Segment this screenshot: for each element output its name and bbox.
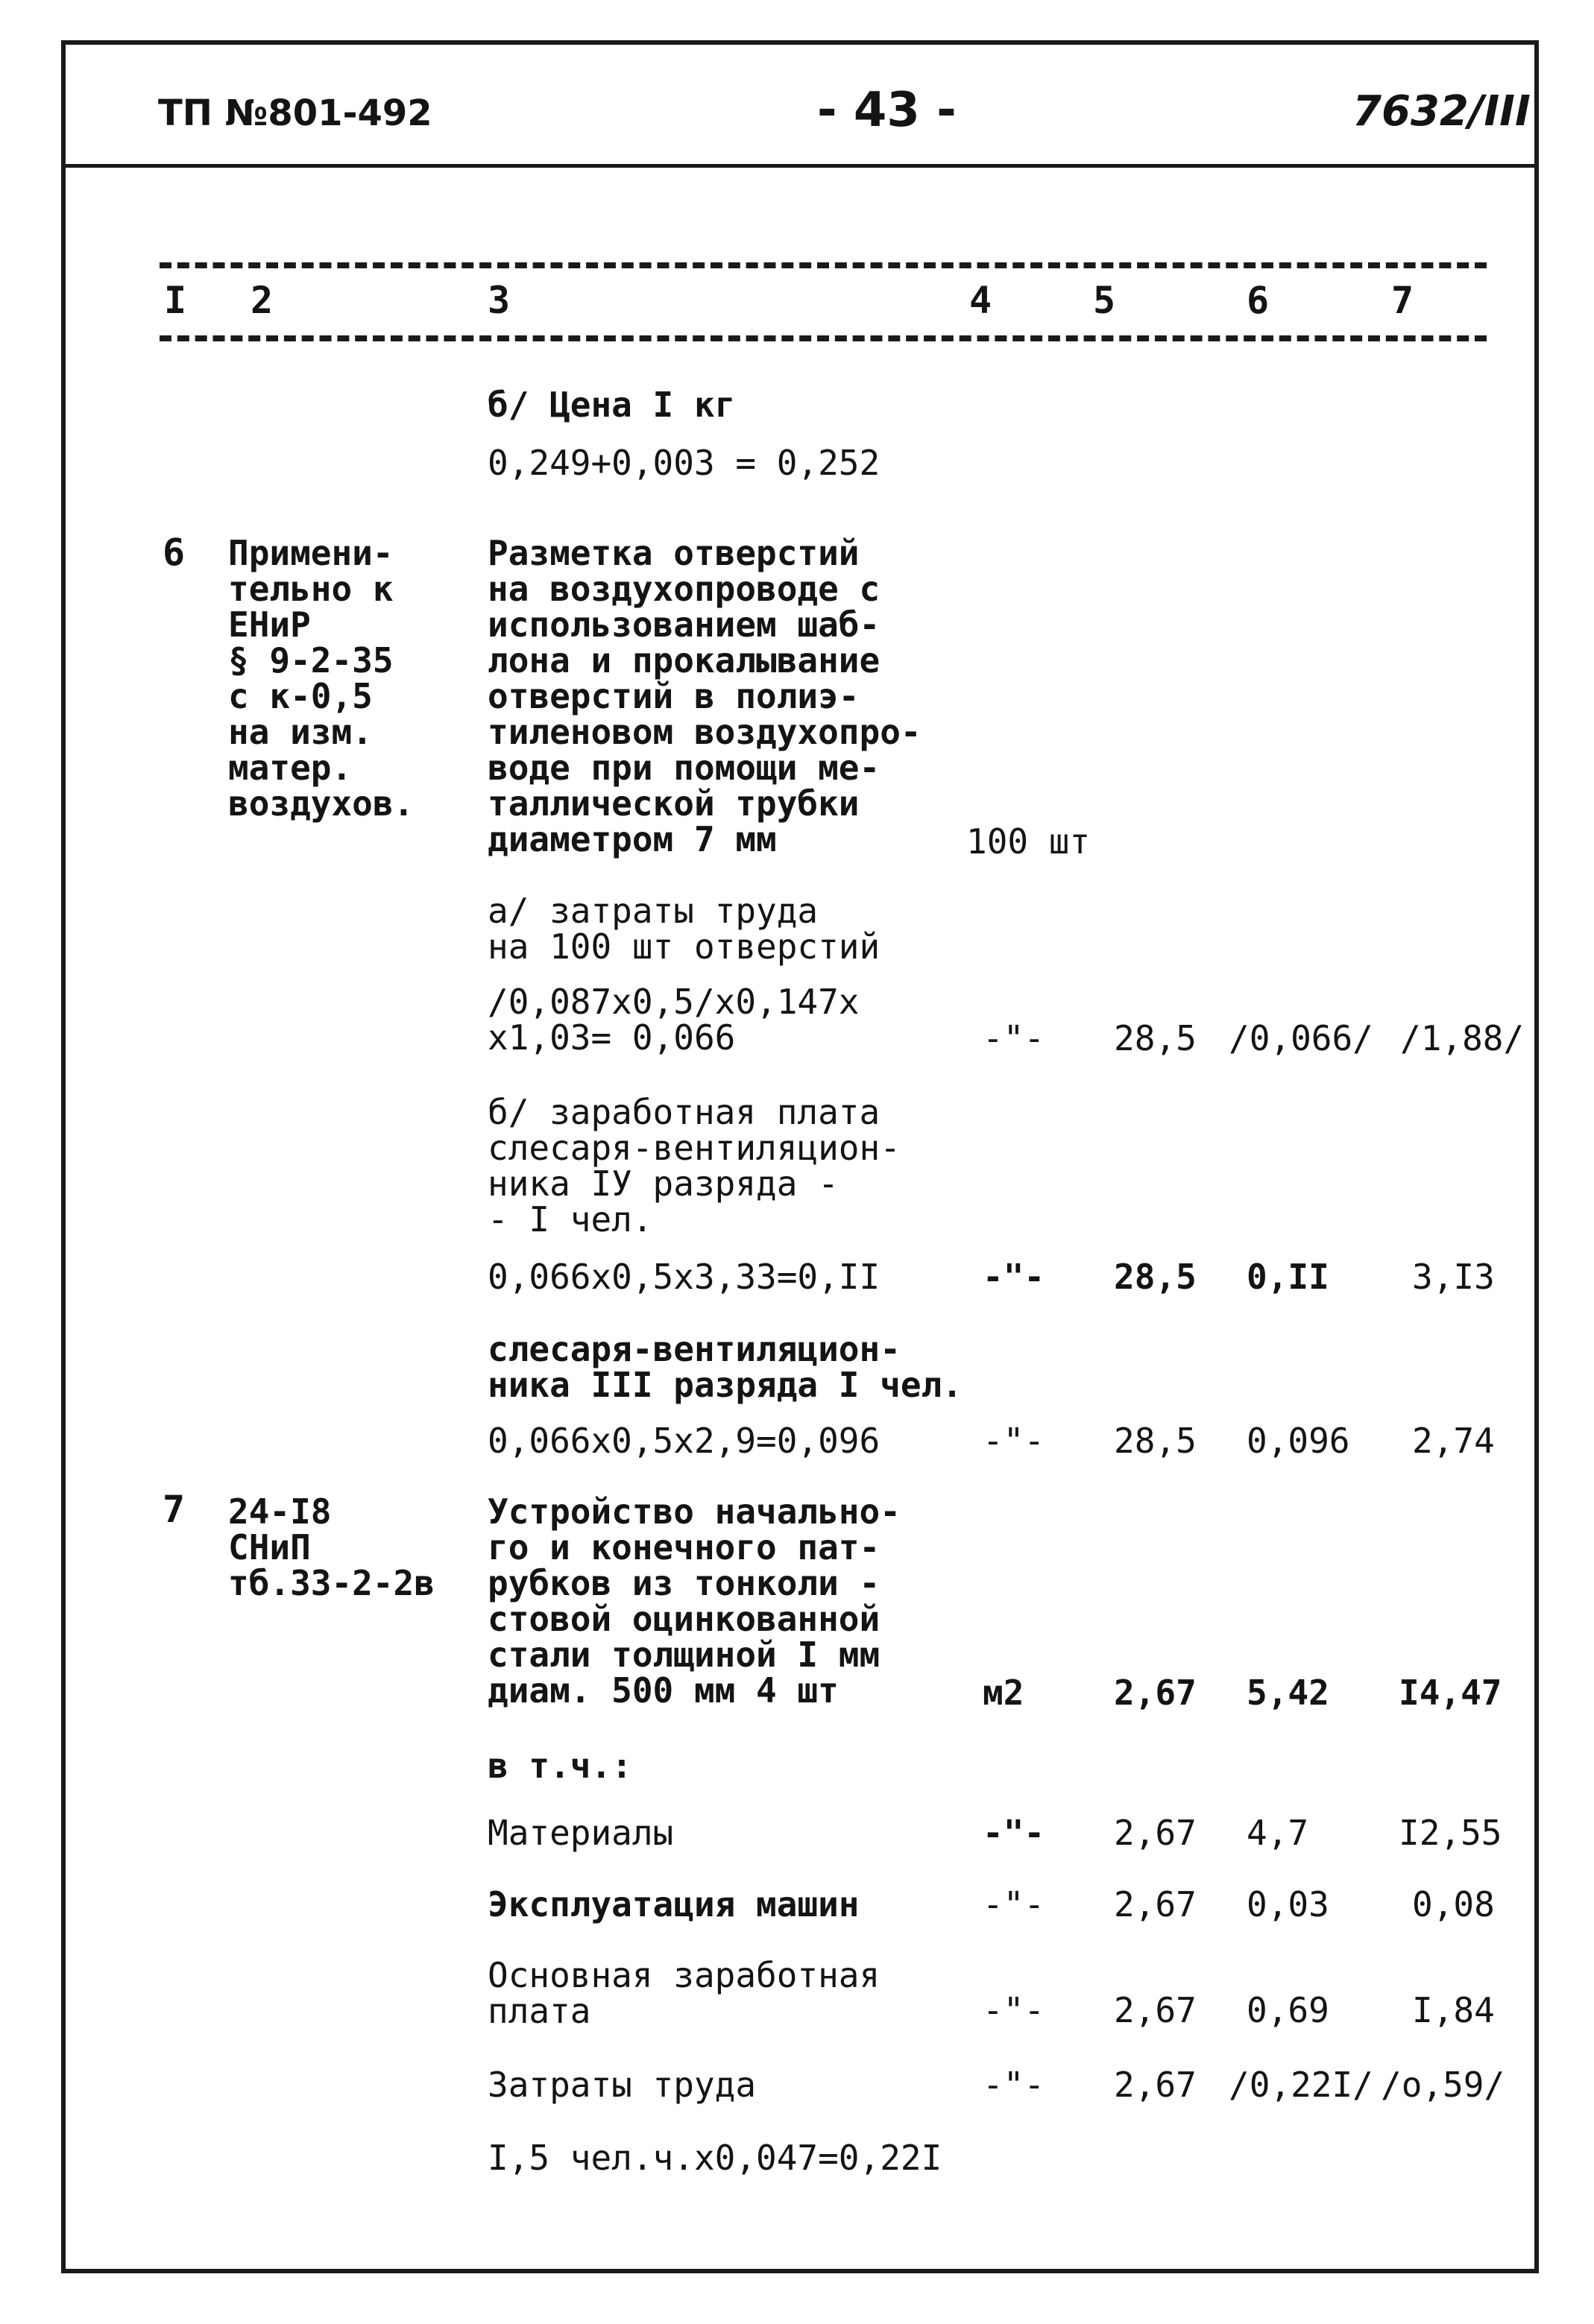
item-6-description: Разметка отверстий на воздухопроводе с использованием шаб- лона и прокалывание отверстий в полиэ- тиленовом воздухопро- воде при помощи ме- таллической трубки диаметром 7 мм — [488, 533, 922, 859]
item-6-labor-price: /0,066/ — [1229, 1018, 1373, 1058]
item-6-labor-title: а/ затраты труда на 100 шт отверстий — [488, 891, 881, 967]
item-7-wage-qty: 2,67 — [1114, 1990, 1197, 2030]
item-7-number: 7 — [163, 1488, 186, 1531]
item-6-wage1-unit: -"- — [983, 1257, 1045, 1297]
sheet-reference: 7632/III — [1352, 87, 1531, 136]
item-6-wage2-unit: -"- — [983, 1421, 1045, 1461]
item-7-labor-price: /0,22I/ — [1229, 2065, 1373, 2105]
item-6-labor-calc: /0,087х0,5/х0,147х х1,03= 0,066 — [488, 982, 860, 1058]
item-7-including-label: в т.ч.: — [488, 1746, 632, 1786]
item-7-unit: м2 — [983, 1673, 1024, 1713]
item-7-price: 5,42 — [1247, 1673, 1329, 1713]
column-header-6: 6 — [1247, 279, 1270, 322]
item-6-wage2-title: слесаря-вентиляцион- ника III разряда I чел. — [488, 1329, 963, 1405]
header-divider — [61, 164, 1539, 168]
item-6-wage1-calc: 0,066х0,5х3,33=0,II — [488, 1257, 881, 1297]
item-7-labor-qty: 2,67 — [1114, 2065, 1197, 2105]
item-6-wage2-calc: 0,066х0,5х2,9=0,096 — [488, 1421, 881, 1461]
item-7-wage-label: Основная заработная плата — [488, 1955, 881, 2031]
column-header-7: 7 — [1391, 279, 1414, 322]
item-7-materials-total: I2,55 — [1399, 1813, 1502, 1853]
column-header-3: 3 — [488, 279, 511, 322]
item-7-materials-label: Материалы — [488, 1813, 674, 1853]
table-header-top-rule — [160, 262, 1487, 268]
document-code: ТП №801-492 — [158, 92, 432, 134]
column-header-1: I — [164, 279, 187, 322]
item-6-wage2-qty: 28,5 — [1114, 1421, 1197, 1461]
item-7-total: I4,47 — [1399, 1673, 1502, 1713]
item-6-wage2-price: 0,096 — [1247, 1421, 1350, 1461]
item-7-machines-price: 0,03 — [1247, 1884, 1329, 1924]
item-7-materials-unit: -"- — [983, 1813, 1045, 1853]
price-per-kg-calc: 0,249+0,003 = 0,252 — [488, 443, 881, 483]
item-6-unit: 100 шт — [966, 821, 1091, 862]
item-7-labor-label: Затраты труда — [488, 2065, 757, 2105]
item-6-wage2-total: 2,74 — [1412, 1421, 1495, 1461]
item-7-machines-total: 0,08 — [1412, 1884, 1495, 1924]
item-7-labor-unit: -"- — [983, 2065, 1045, 2105]
item-7-machines-unit: -"- — [983, 1884, 1045, 1924]
item-6-wage1-price: 0,II — [1247, 1257, 1329, 1297]
item-6-wage1-qty: 28,5 — [1114, 1257, 1197, 1297]
item-7-machines-label: Эксплуатация машин — [488, 1884, 860, 1924]
item-7-wage-total: I,84 — [1412, 1990, 1495, 2030]
item-7-source: 24-I8 СНиП тб.33-2-2в — [228, 1491, 435, 1603]
column-header-5: 5 — [1093, 279, 1116, 322]
item-7-qty: 2,67 — [1114, 1673, 1197, 1713]
item-6-labor-unit: -"- — [983, 1018, 1045, 1058]
item-7-materials-price: 4,7 — [1247, 1813, 1309, 1853]
item-7-description: Устройство начально- го и конечного пат- рубков из тонколи - стовой оцинкованной стали толщиной I мм диам. 500 мм 4 шт — [488, 1491, 901, 1711]
page-number: - 43 - — [817, 83, 957, 138]
price-per-kg-title: б/ Цена I кг — [488, 385, 736, 425]
item-6-wage-title: б/ заработная плата слесаря-вентиляцион- ника IУ разряда - - I чел. — [488, 1092, 901, 1240]
item-6-wage1-total: 3,I3 — [1412, 1257, 1495, 1297]
item-6-labor-qty: 28,5 — [1114, 1018, 1197, 1058]
item-6-labor-total: /1,88/ — [1400, 1018, 1525, 1058]
column-header-4: 4 — [969, 279, 992, 322]
table-header-bottom-rule — [160, 335, 1487, 341]
item-7-machines-qty: 2,67 — [1114, 1884, 1197, 1924]
item-7-wage-price: 0,69 — [1247, 1990, 1329, 2030]
item-7-labor-total: /о,59/ — [1381, 2065, 1505, 2105]
item-6-number: 6 — [163, 531, 186, 574]
column-header-2: 2 — [251, 279, 274, 322]
item-7-wage-unit: -"- — [983, 1990, 1045, 2030]
item-7-final-calc: I,5 чел.ч.х0,047=0,22I — [488, 2138, 942, 2178]
item-7-materials-qty: 2,67 — [1114, 1813, 1197, 1853]
item-6-source: Примени- тельно к ЕНиР § 9-2-35 с к-0,5 на изм. матер. воздухов. — [228, 533, 415, 824]
